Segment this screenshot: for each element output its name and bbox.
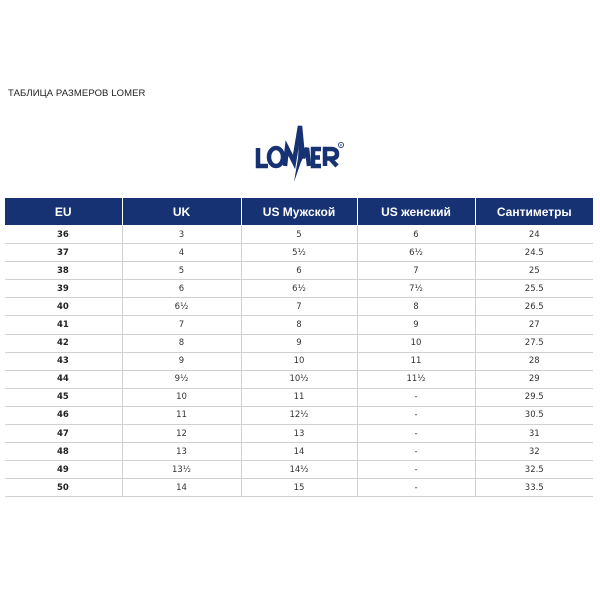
cell-us-women: -	[357, 479, 475, 497]
table-row	[5, 298, 593, 316]
lomer-logo	[254, 118, 346, 184]
cell-eu: 50	[5, 479, 122, 497]
cell-eu: 46	[5, 406, 122, 424]
cell-us-women: 8	[357, 298, 475, 316]
cell-us-men: 14	[241, 443, 357, 461]
cell-us-women: 10	[357, 334, 475, 352]
table-header-row	[5, 198, 593, 226]
table-row	[5, 334, 593, 352]
cell-cm: 31	[475, 425, 593, 443]
cell-uk: 6½	[122, 298, 241, 316]
cell-us-men: 9	[241, 334, 357, 352]
cell-eu: 41	[5, 316, 122, 334]
table-row	[5, 352, 593, 370]
cell-us-men: 10½	[241, 370, 357, 388]
cell-us-men: 15	[241, 479, 357, 497]
cell-cm: 29	[475, 370, 593, 388]
cell-us-men: 10	[241, 352, 357, 370]
cell-cm: 24.5	[475, 244, 593, 262]
cell-eu: 47	[5, 425, 122, 443]
cell-us-women: 11	[357, 352, 475, 370]
cell-eu: 43	[5, 352, 122, 370]
cell-uk: 6	[122, 280, 241, 298]
cell-cm: 30.5	[475, 406, 593, 424]
cell-eu: 44	[5, 370, 122, 388]
cell-us-women: -	[357, 406, 475, 424]
cell-us-men: 11	[241, 388, 357, 406]
cell-cm: 26.5	[475, 298, 593, 316]
cell-us-women: -	[357, 461, 475, 479]
cell-us-women: 6	[357, 226, 475, 244]
cell-us-men: 6	[241, 262, 357, 280]
cell-uk: 12	[122, 425, 241, 443]
table-row	[5, 443, 593, 461]
cell-eu: 42	[5, 334, 122, 352]
cell-cm: 33.5	[475, 479, 593, 497]
cell-uk: 10	[122, 388, 241, 406]
cell-eu: 36	[5, 226, 122, 244]
table-row	[5, 244, 593, 262]
cell-uk: 4	[122, 244, 241, 262]
cell-cm: 32	[475, 443, 593, 461]
cell-eu: 45	[5, 388, 122, 406]
cell-eu: 37	[5, 244, 122, 262]
cell-uk: 8	[122, 334, 241, 352]
table-body	[5, 226, 593, 497]
cell-us-men: 5	[241, 226, 357, 244]
cell-uk: 7	[122, 316, 241, 334]
cell-uk: 13½	[122, 461, 241, 479]
cell-us-women: 11½	[357, 370, 475, 388]
cell-us-men: 8	[241, 316, 357, 334]
cell-us-women: 9	[357, 316, 475, 334]
cell-us-men: 7	[241, 298, 357, 316]
table-row	[5, 425, 593, 443]
column-header-eu: EU	[5, 198, 122, 226]
cell-us-women: -	[357, 425, 475, 443]
table-row	[5, 262, 593, 280]
column-header-us-men: US Мужской	[241, 198, 357, 226]
cell-us-men: 12½	[241, 406, 357, 424]
page-title: ТАБЛИЦА РАЗМЕРОВ LOMER	[8, 88, 146, 99]
cell-cm: 29.5	[475, 388, 593, 406]
cell-cm: 27	[475, 316, 593, 334]
cell-cm: 25.5	[475, 280, 593, 298]
cell-cm: 27.5	[475, 334, 593, 352]
size-table-container	[5, 198, 593, 497]
cell-uk: 14	[122, 479, 241, 497]
cell-uk: 11	[122, 406, 241, 424]
table-row	[5, 388, 593, 406]
column-header-us-women: US женский	[357, 198, 475, 226]
table-row	[5, 280, 593, 298]
cell-eu: 48	[5, 443, 122, 461]
cell-uk: 13	[122, 443, 241, 461]
cell-us-women: 6½	[357, 244, 475, 262]
cell-us-women: -	[357, 443, 475, 461]
cell-uk: 5	[122, 262, 241, 280]
cell-cm: 28	[475, 352, 593, 370]
cell-eu: 39	[5, 280, 122, 298]
cell-us-men: 13	[241, 425, 357, 443]
table-row	[5, 479, 593, 497]
table-row	[5, 316, 593, 334]
cell-eu: 38	[5, 262, 122, 280]
cell-us-women: 7½	[357, 280, 475, 298]
size-table	[5, 198, 593, 497]
svg-text:R: R	[339, 143, 343, 148]
cell-us-women: -	[357, 388, 475, 406]
cell-us-women: 7	[357, 262, 475, 280]
column-header-cm: Сантиметры	[475, 198, 593, 226]
cell-cm: 25	[475, 262, 593, 280]
cell-us-men: 5½	[241, 244, 357, 262]
cell-cm: 24	[475, 226, 593, 244]
cell-uk: 9	[122, 352, 241, 370]
table-row	[5, 226, 593, 244]
cell-us-men: 14½	[241, 461, 357, 479]
table-row	[5, 370, 593, 388]
cell-cm: 32.5	[475, 461, 593, 479]
table-row	[5, 406, 593, 424]
table-row	[5, 461, 593, 479]
cell-eu: 40	[5, 298, 122, 316]
cell-uk: 9½	[122, 370, 241, 388]
cell-us-men: 6½	[241, 280, 357, 298]
cell-eu: 49	[5, 461, 122, 479]
cell-uk: 3	[122, 226, 241, 244]
column-header-uk: UK	[122, 198, 241, 226]
